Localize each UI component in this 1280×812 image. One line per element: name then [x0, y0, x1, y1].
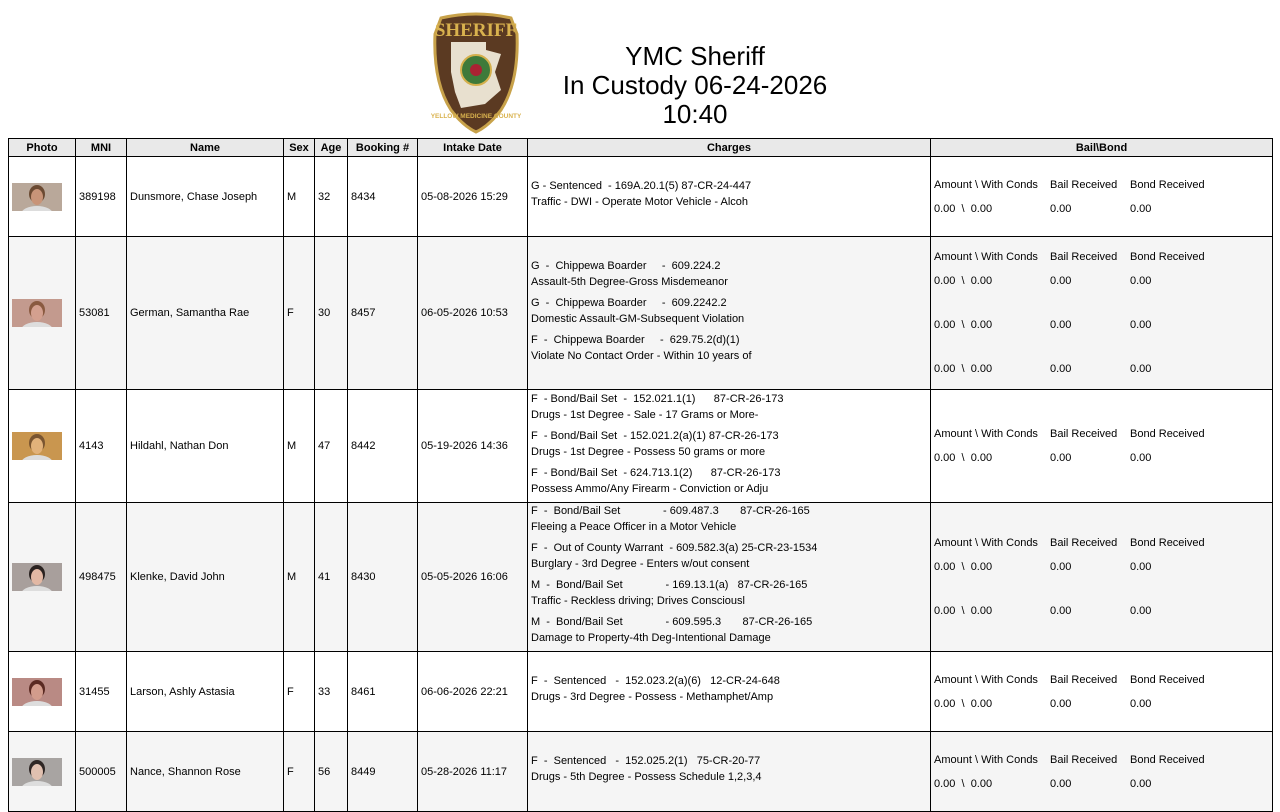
bail-label-amount: Amount \ With Conds [934, 428, 1038, 440]
booking-cell: 8442 [348, 390, 418, 503]
mni-cell: 389198 [76, 157, 127, 237]
booking-cell: 8430 [348, 503, 418, 652]
bail-label-amount: Amount \ With Conds [934, 673, 1038, 686]
bail-received-value: 0.00 [1050, 275, 1072, 287]
charge-statute: F - Sentenced - 152.023.2(a)(6) 12-CR-24-648 [531, 675, 780, 687]
svg-text:SHERIFF: SHERIFF [434, 20, 518, 41]
column-header-name: Name [127, 139, 284, 157]
charge-description: Drugs - 5th Degree - Possess Schedule 1,2,3,4 [531, 771, 762, 783]
mni-cell: 31455 [76, 652, 127, 732]
charge-entry [531, 540, 927, 572]
column-header-age: Age [315, 139, 348, 157]
age-cell: 56 [315, 732, 348, 812]
bail-label-bond-received: Bond Received [1130, 673, 1205, 686]
bail-grid [934, 752, 1269, 792]
charge-entry [531, 673, 927, 705]
bail-amount-value: 0.00 \ 0.00 [934, 319, 993, 331]
bail-amount-value: 0.00 \ 0.00 [934, 605, 993, 617]
mni-cell: 500005 [76, 732, 127, 812]
bond-received-value: 0.00 [1130, 363, 1152, 375]
bail-spacer [934, 341, 1230, 353]
charge-statute: F - Out of County Warrant - 609.582.3(a) 25-CR-23-1534 [531, 542, 818, 554]
sex-cell: M [284, 390, 315, 503]
charge-entry [531, 178, 927, 210]
age-cell: 41 [315, 503, 348, 652]
bail-label-bail-received: Bail Received [1050, 251, 1118, 263]
bail-label-amount: Amount \ With Conds [934, 537, 1038, 549]
inmate-photo[interactable] [12, 183, 62, 211]
bail-amount-value: 0.00 \ 0.00 [934, 275, 993, 287]
charge-description: Drugs - 1st Degree - Sale - 17 Grams or More- [531, 408, 759, 421]
intake-date-cell: 05-08-2026 15:29 [418, 157, 528, 237]
column-header-sex: Sex [284, 139, 315, 157]
sex-cell: F [284, 237, 315, 390]
charge-statute: F - Bond/Bail Set - 152.021.1(1) 87-CR-26-173 [531, 392, 784, 405]
bail-label-bail-received: Bail Received [1050, 753, 1118, 766]
bond-received-value: 0.00 [1130, 777, 1152, 790]
charge-description: Violate No Contact Order - Within 10 years of [531, 349, 752, 362]
page-header [0, 0, 1280, 138]
charge-statute: G - Chippewa Boarder - 609.224.2 [531, 259, 721, 272]
intake-date-cell: 06-06-2026 22:21 [418, 652, 528, 732]
charges-cell [528, 503, 931, 652]
bail-amount-value: 0.00 \ 0.00 [934, 363, 993, 375]
bond-received-value: 0.00 [1130, 605, 1152, 617]
bail-label-amount: Amount \ With Conds [934, 178, 1038, 191]
bond-received-value: 0.00 [1130, 202, 1152, 215]
bail-bond-cell [931, 157, 1273, 237]
bail-amount-value: 0.00 \ 0.00 [934, 561, 993, 573]
bail-received-value: 0.00 [1050, 697, 1072, 710]
name-cell: Dunsmore, Chase Joseph [127, 157, 284, 237]
bail-label-amount: Amount \ With Conds [934, 251, 1038, 263]
bond-received-value: 0.00 [1130, 275, 1152, 287]
bail-label-bail-received: Bail Received [1050, 673, 1118, 686]
charge-description: Damage to Property-4th Deg-Intentional Damage [531, 632, 771, 644]
bail-amount-value: 0.00 \ 0.00 [934, 202, 993, 215]
bail-bond-cell [931, 390, 1273, 503]
bail-bond-cell [931, 503, 1273, 652]
charge-entry [531, 295, 927, 327]
charge-description: Assault-5th Degree-Gross Misdemeanor [531, 275, 728, 288]
charge-statute: G - Chippewa Boarder - 609.2242.2 [531, 296, 727, 309]
bail-grid [934, 535, 1269, 619]
intake-date-cell: 06-05-2026 10:53 [418, 237, 528, 390]
bond-received-value: 0.00 [1130, 561, 1152, 573]
mni-cell: 53081 [76, 237, 127, 390]
inmate-photo[interactable] [12, 432, 62, 460]
booking-cell: 8434 [348, 157, 418, 237]
bail-label-bail-received: Bail Received [1050, 178, 1118, 191]
intake-date-cell: 05-28-2026 11:17 [418, 732, 528, 812]
inmate-photo[interactable] [12, 678, 62, 706]
inmate-photo[interactable] [12, 299, 62, 327]
mni-cell: 4143 [76, 390, 127, 503]
bail-grid [934, 426, 1269, 466]
photo-cell [9, 503, 76, 652]
bond-received-value: 0.00 [1130, 319, 1152, 331]
inmate-photo[interactable] [12, 563, 62, 591]
svg-text:YELLOW MEDICINE COUNTY: YELLOW MEDICINE COUNTY [431, 113, 521, 120]
bail-received-value: 0.00 [1050, 363, 1072, 375]
bail-received-value: 0.00 [1050, 561, 1072, 573]
bail-spacer [934, 583, 1230, 595]
booking-cell: 8457 [348, 237, 418, 390]
charge-statute: G - Sentenced - 169A.20.1(5) 87-CR-24-447 [531, 180, 752, 192]
bail-amount-value: 0.00 \ 0.00 [934, 452, 993, 464]
bail-label-bond-received: Bond Received [1130, 251, 1205, 263]
charge-description: Traffic - Reckless driving; Drives Consciousl [531, 595, 745, 607]
age-cell: 32 [315, 157, 348, 237]
bail-label-bond-received: Bond Received [1130, 753, 1205, 766]
sex-cell: M [284, 157, 315, 237]
column-header-charges: Charges [528, 139, 931, 157]
bail-spacer [934, 297, 1230, 309]
charges-cell [528, 237, 931, 390]
column-header-bail-bond: Bail\Bond [931, 139, 1273, 157]
bail-label-bail-received: Bail Received [1050, 428, 1118, 440]
charge-statute: F - Bond/Bail Set - 624.713.1(2) 87-CR-26-173 [531, 466, 781, 479]
intake-date-cell: 05-19-2026 14:36 [418, 390, 528, 503]
bail-received-value: 0.00 [1050, 605, 1072, 617]
charge-entry [531, 577, 927, 609]
page-subtitle: In Custody 06-24-2026 10:40 [562, 70, 828, 129]
title-block [530, 42, 860, 129]
bail-received-value: 0.00 [1050, 319, 1072, 331]
bail-amount-value: 0.00 \ 0.00 [934, 777, 993, 790]
bail-label-bail-received: Bail Received [1050, 537, 1118, 549]
column-header-intake-date: Intake Date [418, 139, 528, 157]
charge-statute: M - Bond/Bail Set - 609.595.3 87-CR-26-165 [531, 616, 813, 628]
sex-cell: F [284, 652, 315, 732]
name-cell: Larson, Ashly Astasia [127, 652, 284, 732]
custody-roster-table [8, 138, 1273, 812]
mni-cell: 498475 [76, 503, 127, 652]
charge-statute: F - Sentenced - 152.025.2(1) 75-CR-20-77 [531, 755, 761, 767]
table-row [9, 390, 1273, 503]
charge-entry [531, 391, 927, 423]
charge-description: Possess Ammo/Any Firearm - Conviction or Adju [531, 482, 769, 495]
charge-entry [531, 258, 927, 290]
table-row [9, 503, 1273, 652]
charge-statute: F - Bond/Bail Set - 609.487.3 87-CR-26-165 [531, 505, 810, 517]
photo-cell [9, 157, 76, 237]
bond-received-value: 0.00 [1130, 697, 1152, 710]
sheriff-badge-logo [431, 12, 521, 134]
charge-statute: F - Bond/Bail Set - 152.021.2(a)(1) 87-CR-26-173 [531, 429, 779, 442]
charge-entry [531, 428, 927, 460]
bail-amount-value: 0.00 \ 0.00 [934, 697, 993, 710]
sex-cell: F [284, 732, 315, 812]
bond-received-value: 0.00 [1130, 452, 1152, 464]
name-cell: German, Samantha Rae [127, 237, 284, 390]
bail-label-amount: Amount \ With Conds [934, 753, 1038, 766]
bail-bond-cell [931, 237, 1273, 390]
booking-cell: 8461 [348, 652, 418, 732]
column-header-mni: MNI [76, 139, 127, 157]
charge-description: Drugs - 3rd Degree - Possess - Methamphet/Amp [531, 691, 774, 703]
bail-received-value: 0.00 [1050, 452, 1072, 464]
charges-cell [528, 652, 931, 732]
age-cell: 33 [315, 652, 348, 732]
column-header-booking: Booking # [348, 139, 418, 157]
photo-cell [9, 390, 76, 503]
intake-date-cell: 05-05-2026 16:06 [418, 503, 528, 652]
bail-label-bond-received: Bond Received [1130, 428, 1205, 440]
charge-entry [531, 753, 927, 785]
photo-cell [9, 237, 76, 390]
bail-grid [934, 177, 1269, 217]
charge-description: Fleeing a Peace Officer in a Motor Vehicle [531, 521, 737, 533]
charge-description: Drugs - 1st Degree - Possess 50 grams or more [531, 445, 766, 458]
bail-received-value: 0.00 [1050, 777, 1072, 790]
charge-description: Traffic - DWI - Operate Motor Vehicle - Alcoh [531, 196, 749, 208]
bail-grid [934, 249, 1269, 377]
charge-description: Burglary - 3rd Degree - Enters w/out consent [531, 558, 750, 570]
bail-label-bond-received: Bond Received [1130, 178, 1205, 191]
name-cell: Nance, Shannon Rose [127, 732, 284, 812]
table-header-row [9, 139, 1273, 157]
charge-description: Domestic Assault-GM-Subsequent Violation [531, 312, 745, 325]
table-row [9, 157, 1273, 237]
charge-entry [531, 332, 927, 364]
charges-cell [528, 390, 931, 503]
inmate-photo[interactable] [12, 758, 62, 786]
booking-cell: 8449 [348, 732, 418, 812]
charge-entry [531, 614, 927, 646]
bail-grid [934, 672, 1269, 712]
bail-received-value: 0.00 [1050, 202, 1072, 215]
table-row [9, 237, 1273, 390]
charge-statute: M - Bond/Bail Set - 169.13.1(a) 87-CR-26-165 [531, 579, 808, 591]
charge-statute: F - Chippewa Boarder - 629.75.2(d)(1) [531, 333, 740, 346]
age-cell: 30 [315, 237, 348, 390]
sex-cell: M [284, 503, 315, 652]
photo-cell [9, 652, 76, 732]
page-title: YMC Sheriff [625, 41, 765, 71]
name-cell: Klenke, David John [127, 503, 284, 652]
age-cell: 47 [315, 390, 348, 503]
column-header-photo: Photo [9, 139, 76, 157]
charge-entry [531, 465, 927, 497]
charges-cell [528, 157, 931, 237]
bail-bond-cell [931, 652, 1273, 732]
charge-entry [531, 503, 927, 535]
bail-label-bond-received: Bond Received [1130, 537, 1205, 549]
name-cell: Hildahl, Nathan Don [127, 390, 284, 503]
table-row [9, 652, 1273, 732]
